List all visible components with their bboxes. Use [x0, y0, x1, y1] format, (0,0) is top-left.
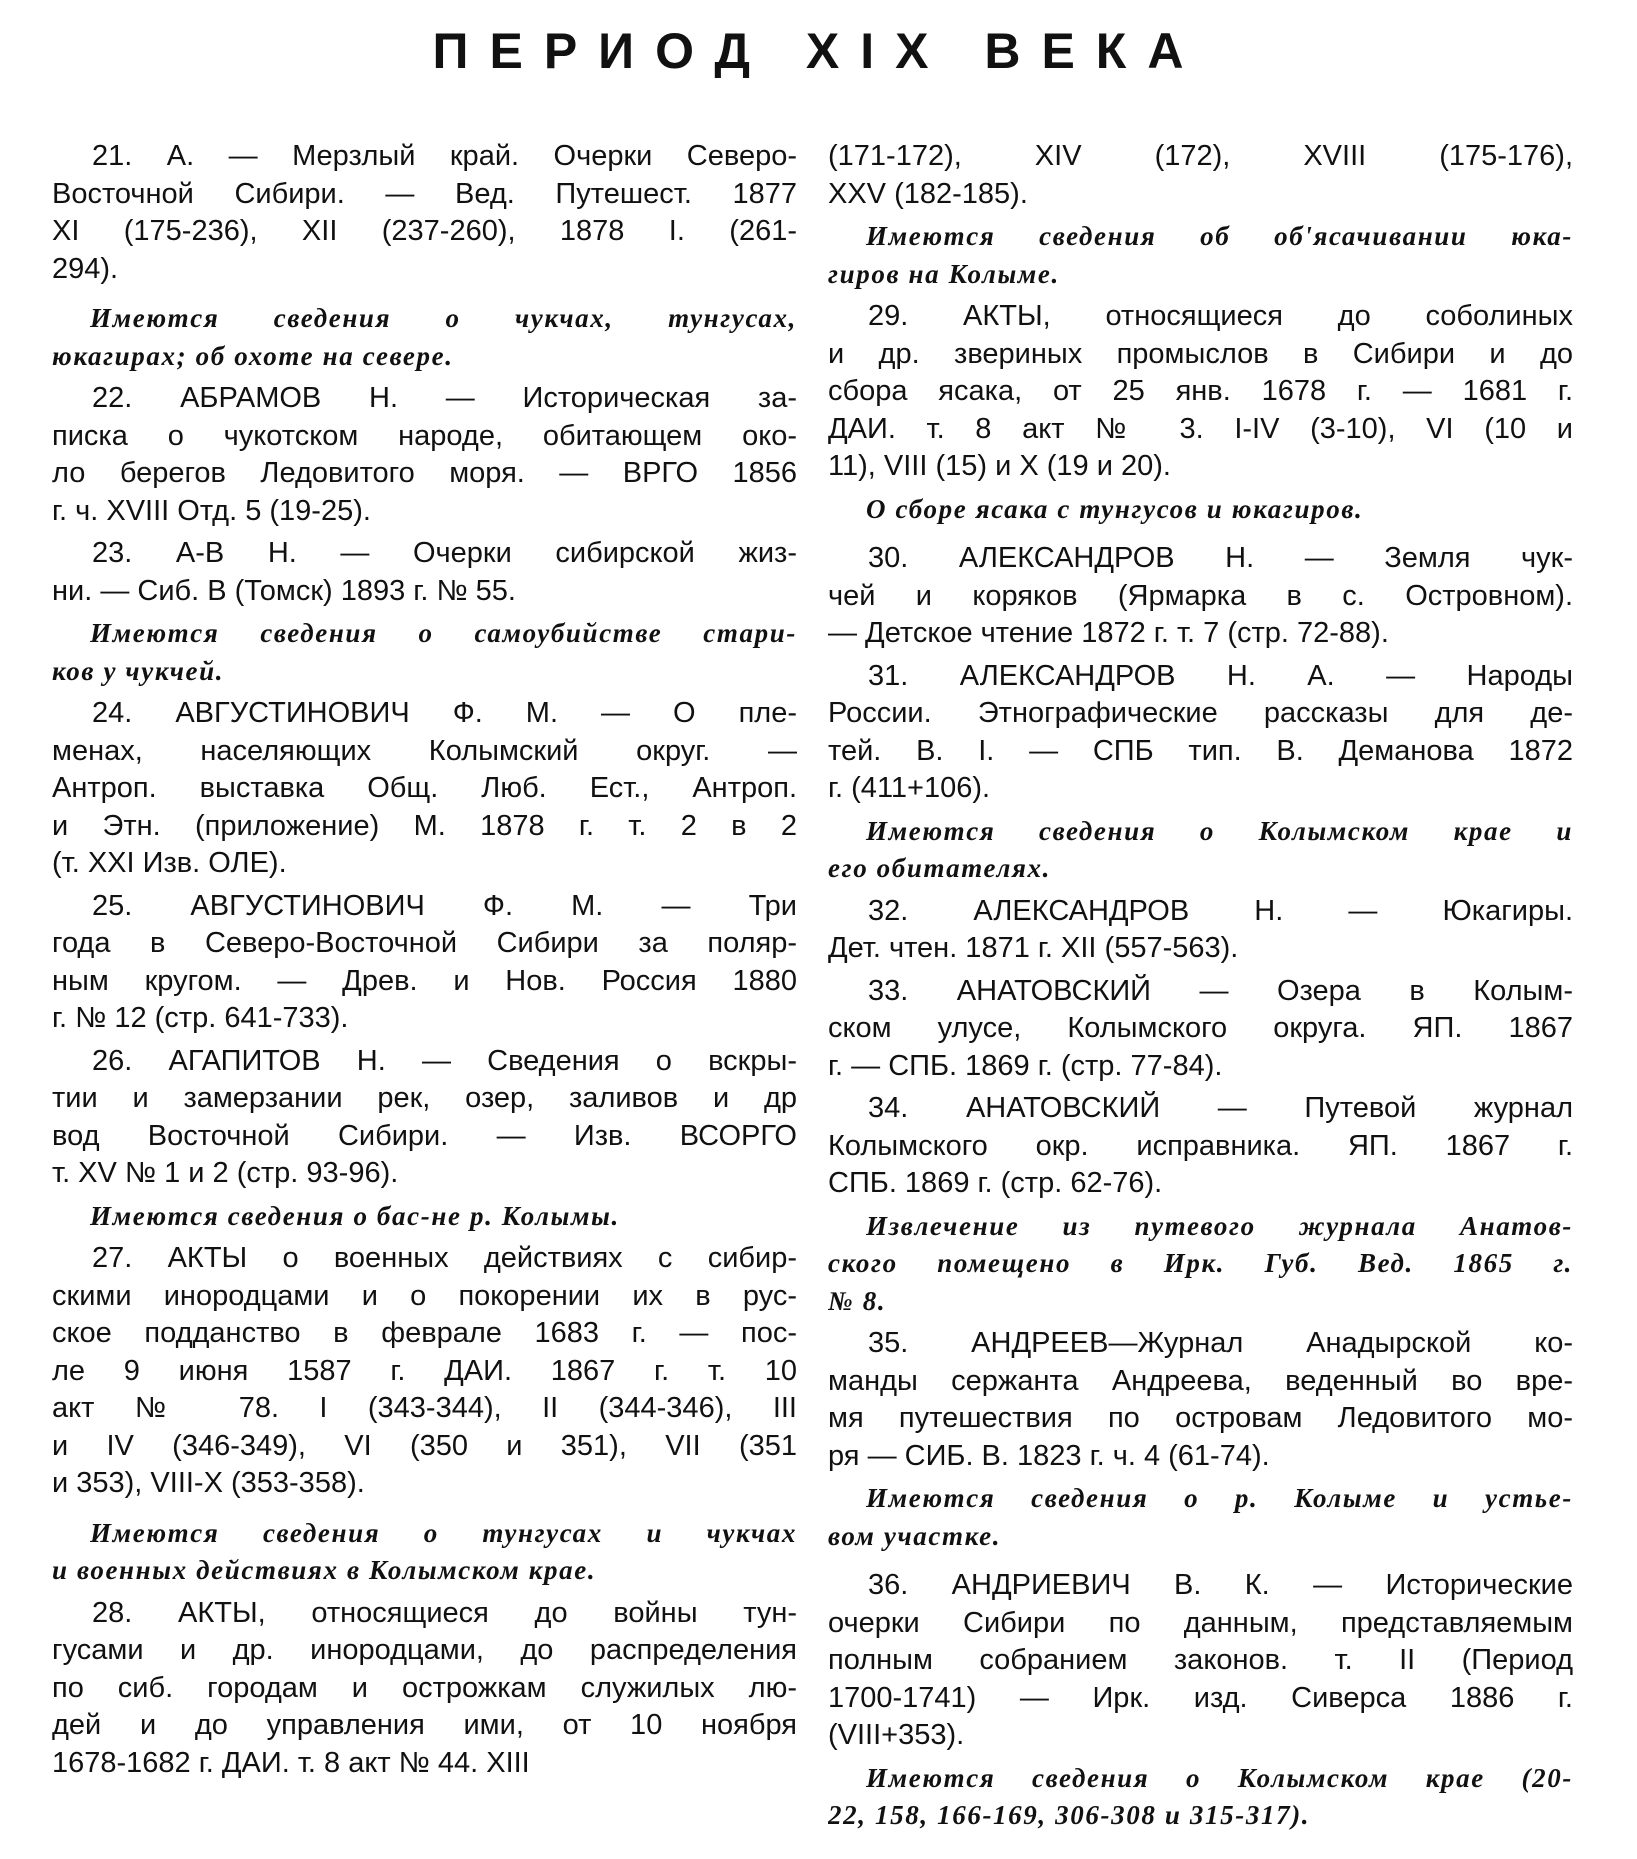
text-line: г. ч. XVIII Отд. 5 (19-25). — [52, 494, 371, 527]
bibliography-entry — [52, 1043, 797, 1193]
text-line: (т. XXI Изв. ОЛЕ). — [52, 847, 287, 879]
entry-annotation — [52, 300, 797, 375]
text-line: 29. АКТЫ, относящиеся до соболиных — [868, 300, 1573, 332]
text-line: Дет. чтен. 1871 г. XII (557-563). — [828, 932, 1239, 964]
text-line: 21. А. — Мерзлый край. Очерки Северо- — [92, 140, 797, 172]
entry-annotation — [52, 615, 797, 690]
text-line: его обитателях. — [828, 853, 1051, 883]
text-line: 294). — [52, 252, 119, 285]
text-line: 23. А-В Н. — Очерки сибирской жиз- — [92, 537, 797, 569]
text-line: ДАИ. т. 8 акт № 3. I-IV (3-10), VI (10 и — [828, 412, 1573, 445]
text-line: вод Восточной Сибири. — Изв. ВСОРГО — [52, 1119, 797, 1152]
text-line: 36. АНДРИЕВИЧ В. К. — Исторические — [868, 1569, 1573, 1601]
text-line: ском улусе, Колымского округа. ЯП. 1867 — [828, 1012, 1573, 1044]
text-line: 1678-1682 г. ДАИ. т. 8 акт № 44. XIII — [52, 1746, 530, 1779]
text-line: Восточной Сибири. — Вед. Путешест. 1877 — [52, 177, 797, 210]
text-line: писка о чукотском народе, обитающем око- — [52, 419, 797, 452]
text-line: 11), VIII (15) и X (19 и 20). — [828, 450, 1171, 482]
text-line: тей. В. I. — СПБ тип. В. Деманова 1872 — [828, 734, 1573, 767]
text-line: очерки Сибири по данным, представляемым — [828, 1606, 1573, 1639]
text-line: вом участке. — [828, 1520, 1002, 1551]
text-line: полным собранием законов. т. II (Период — [828, 1644, 1573, 1676]
bibliography-entry — [828, 298, 1573, 486]
entry-annotation — [828, 813, 1573, 888]
text-line: 1700-1741) — Ирк. изд. Сиверса 1886 г. — [828, 1681, 1573, 1714]
text-line: Имеются сведения об об'ясачивании юка- — [866, 221, 1573, 251]
text-line: Имеются сведения о чукчах, тунгусах, — [90, 303, 797, 333]
text-line: Извлечение из путевого журнала Анатов- — [866, 1210, 1573, 1241]
bibliography-entry — [52, 535, 797, 610]
text-line: Колымского окр. исправника. ЯП. 1867 г. — [828, 1129, 1573, 1162]
text-line: 25. АВГУСТИНОВИЧ Ф. М. — Три — [92, 889, 797, 922]
text-line: г. (411+106). — [828, 772, 991, 804]
text-line: Имеются сведения о тунгусах и чукчах — [90, 1517, 797, 1548]
entry-annotation — [828, 491, 1573, 529]
text-line: ни. — Сиб. В (Томск) 1893 г. № 55. — [52, 574, 516, 607]
left-column — [52, 133, 797, 1782]
text-line: Имеются сведения о Колымском крае (20- — [866, 1762, 1573, 1793]
text-line: Имеются сведения о самоубийстве стари- — [90, 618, 797, 648]
text-line: (171-172), XIV (172), XVIII (175-176), — [828, 140, 1573, 172]
bibliography-entry — [52, 695, 797, 883]
right-column — [828, 133, 1573, 1835]
text-line: 22. АБРАМОВ Н. — Историческая за- — [92, 382, 797, 414]
bibliography-entry — [828, 1090, 1573, 1203]
text-line: гиров на Колыме. — [828, 258, 1060, 289]
entry-annotation — [52, 1198, 797, 1236]
text-line: года в Северо-Восточной Сибири за поляр- — [52, 927, 797, 959]
text-line: т. XV № 1 и 2 (стр. 93-96). — [52, 1157, 399, 1189]
text-line: и IV (346-349), VI (350 и 351), VII (351 — [52, 1429, 797, 1462]
bibliography-entry — [828, 973, 1573, 1086]
text-line: и военных действиях в Колымском крае. — [52, 1555, 597, 1585]
text-line: мя путешествия по островам Ледовитого мо- — [828, 1402, 1573, 1434]
text-line: Имеются сведения о бас-не р. Колымы. — [90, 1200, 620, 1231]
text-line: 28. АКТЫ, относящиеся до войны тун- — [92, 1596, 797, 1629]
text-line: России. Этнографические рассказы для де- — [828, 697, 1573, 729]
page-title: ПЕРИОД XIX ВЕКА — [432, 23, 1205, 79]
text-line: менах, населяющих Колымский округ. — — [52, 734, 797, 767]
bibliography-entry — [52, 1240, 797, 1503]
text-line: ское подданство в феврале 1683 г. — пос- — [52, 1317, 797, 1349]
text-line: г. № 12 (стр. 641-733). — [52, 1002, 349, 1034]
text-line: СПБ. 1869 г. (стр. 62-76). — [828, 1167, 1163, 1199]
text-line: ря — СИБ. В. 1823 г. ч. 4 (61-74). — [828, 1439, 1270, 1472]
text-line: скими инородцами и о покорении их в рус- — [52, 1279, 797, 1312]
bibliography-entry — [828, 893, 1573, 968]
bibliography-entry — [828, 540, 1573, 653]
text-line: и 353), VIII-X (353-358). — [52, 1467, 365, 1499]
text-line: гусами и др. инородцами, до распределения — [52, 1634, 797, 1666]
text-line: ского помещено в Ирк. Губ. Вед. 1865 г. — [828, 1248, 1573, 1278]
text-line: ков у чукчей. — [52, 655, 225, 686]
entry-annotation — [828, 1480, 1573, 1555]
text-line: 27. АКТЫ о военных действиях с сибир- — [92, 1242, 797, 1274]
text-line: 34. АНАТОВСКИЙ — Путевой журнал — [868, 1092, 1573, 1124]
bibliography-entry — [828, 138, 1573, 213]
text-line: 26. АГАПИТОВ Н. — Сведения о вскры- — [92, 1044, 797, 1077]
text-line: (VIII+353). — [828, 1719, 965, 1751]
bibliography-entry — [52, 138, 797, 288]
text-line: 33. АНАТОВСКИЙ — Озера в Колым- — [868, 974, 1573, 1007]
text-line: 22, 158, 166-169, 306-308 и 315-317). — [828, 1800, 1311, 1830]
text-line: ным кругом. — Древ. и Нов. Россия 1880 — [52, 964, 797, 997]
text-line: и Этн. (приложение) М. 1878 г. т. 2 в 2 — [52, 809, 797, 842]
text-line: 30. АЛЕКСАНДРОВ Н. — Земля чук- — [868, 542, 1573, 574]
text-line: Имеются сведения о Колымском крае и — [866, 815, 1573, 846]
text-line: и др. звериных промыслов в Сибири и до — [828, 337, 1573, 370]
entry-annotation — [52, 1515, 797, 1590]
entry-annotation — [828, 1760, 1573, 1835]
text-line: 31. АЛЕКСАНДРОВ Н. А. — Народы — [868, 659, 1573, 692]
text-line: юкагирах; об охоте на севере. — [52, 340, 454, 371]
text-line: Антроп. выставка Общ. Люб. Ест., Антроп. — [52, 772, 797, 804]
text-line: 32. АЛЕКСАНДРОВ Н. — Юкагиры. — [868, 894, 1573, 927]
text-line: чей и коряков (Ярмарка в с. Островном). — [828, 579, 1573, 612]
text-line: № 8. — [828, 1285, 887, 1316]
text-line: по сиб. городам и острожкам служилых лю- — [52, 1671, 797, 1704]
bibliography-entry — [828, 1567, 1573, 1755]
bibliography-entry — [52, 380, 797, 530]
text-line: г. — СПБ. 1869 г. (стр. 77-84). — [828, 1049, 1223, 1082]
text-line: XXV (182-185). — [828, 177, 1028, 210]
entry-annotation — [828, 218, 1573, 293]
text-line: О сборе ясака с тунгусов и юкагиров. — [866, 493, 1364, 524]
text-line: акт № 78. I (343-344), II (344-346), III — [52, 1392, 797, 1424]
text-line: дей и до управления ими, от 10 ноября — [52, 1709, 797, 1741]
bibliography-entry — [828, 1325, 1573, 1475]
text-line: тии и замерзании рек, озер, заливов и др — [52, 1082, 797, 1114]
bibliography-entry — [52, 888, 797, 1038]
text-line: ле 9 июня 1587 г. ДАИ. 1867 г. т. 10 — [52, 1354, 797, 1387]
text-line: — Детское чтение 1872 г. т. 7 (стр. 72-88). — [828, 617, 1389, 649]
text-line: Имеются сведения о р. Колыме и устье- — [866, 1483, 1573, 1513]
text-line: XI (175-236), XII (237-260), 1878 I. (261- — [52, 215, 797, 247]
text-line: 35. АНДРЕЕВ—Журнал Анадырской ко- — [868, 1327, 1573, 1359]
text-line: 24. АВГУСТИНОВИЧ Ф. М. — О пле- — [92, 697, 797, 729]
text-line: сбора ясака, от 25 янв. 1678 г. — 1681 г. — [828, 375, 1573, 407]
entry-annotation — [828, 1208, 1573, 1321]
bibliography-entry — [52, 1595, 797, 1783]
text-line: манды сержанта Андреева, веденный во вре- — [828, 1364, 1573, 1397]
bibliography-entry — [828, 658, 1573, 808]
text-line: ло берегов Ледовитого моря. — ВРГО 1856 — [52, 457, 797, 489]
